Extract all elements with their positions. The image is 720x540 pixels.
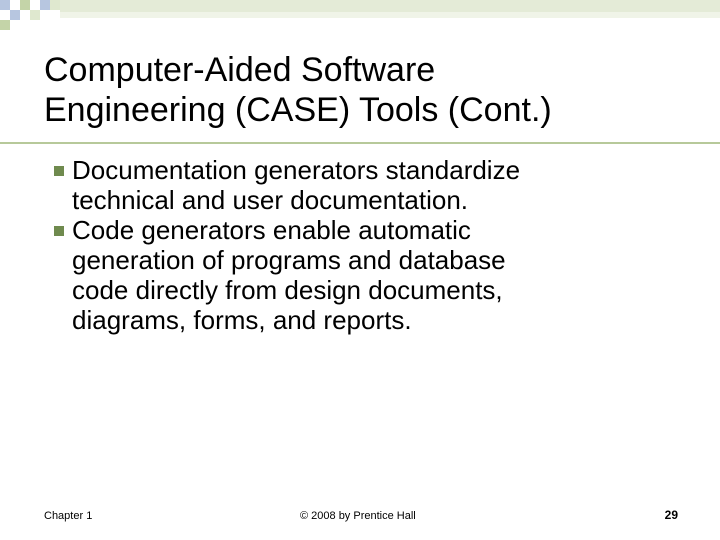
title-divider	[0, 142, 720, 144]
bullet-list	[44, 155, 684, 335]
header-square	[40, 0, 50, 10]
header-band-fade	[60, 12, 720, 18]
header-square	[0, 20, 10, 30]
square-bullet-icon	[54, 166, 64, 176]
bullet-line: code directly from design documents,	[72, 275, 503, 305]
bullet-line: diagrams, forms, and reports.	[72, 305, 412, 335]
title-line: Computer-Aided Software	[44, 51, 436, 89]
header-square	[30, 10, 40, 20]
bullet-line: technical and user documentation.	[72, 185, 469, 215]
header-square	[20, 0, 30, 10]
bullet-item-code-generators	[44, 215, 684, 335]
header-square	[0, 0, 10, 10]
header-square	[10, 10, 20, 20]
header-band-fill	[60, 0, 720, 12]
header-square	[50, 0, 60, 10]
bullet-line: Documentation generators standardize	[72, 155, 521, 185]
square-bullet-icon	[54, 226, 64, 236]
bullet-item-documentation-generators	[44, 155, 684, 215]
bullet-line: generation of programs and database	[72, 245, 506, 275]
footer-page-number: 29	[664, 508, 678, 522]
slide-title	[44, 50, 694, 130]
bullet-line: Code generators enable automatic	[72, 215, 471, 245]
header-decoration	[0, 0, 720, 40]
footer-copyright: © 2008 by Prentice Hall	[300, 510, 416, 522]
title-line: Engineering (CASE) Tools (Cont.)	[44, 91, 552, 129]
footer-chapter: Chapter 1	[44, 510, 93, 522]
